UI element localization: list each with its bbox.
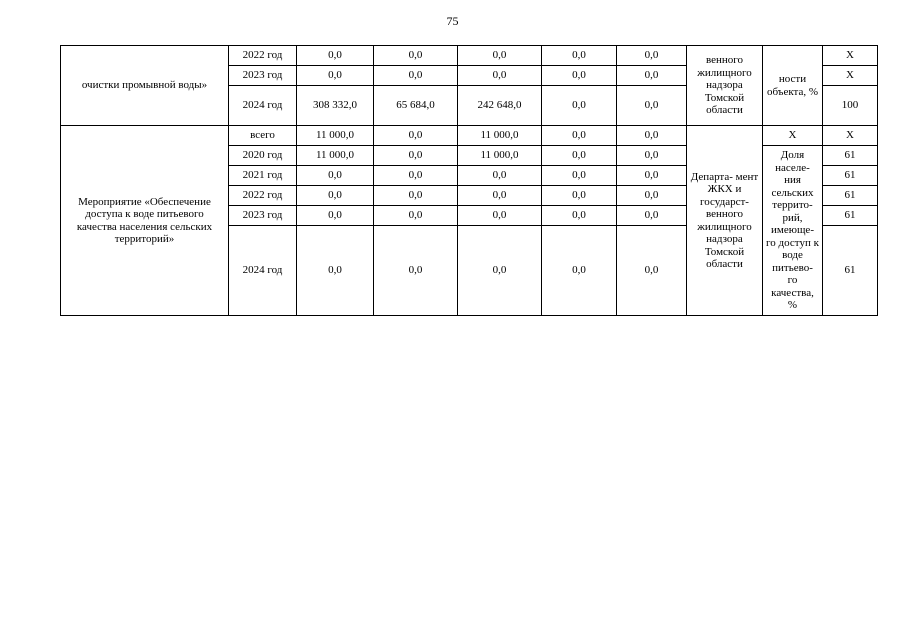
value-cell: 0,0 bbox=[458, 226, 542, 316]
year-cell: 2022 год bbox=[229, 186, 297, 206]
year-cell: 2022 год bbox=[229, 46, 297, 66]
target-value-cell: 61 bbox=[823, 166, 878, 186]
value-cell: 0,0 bbox=[374, 206, 458, 226]
activity-name-cell: очистки промывной воды» bbox=[61, 46, 229, 126]
target-value-cell: 61 bbox=[823, 226, 878, 316]
value-cell: 0,0 bbox=[374, 226, 458, 316]
target-value-cell: 61 bbox=[823, 206, 878, 226]
year-cell: 2024 год bbox=[229, 226, 297, 316]
program-table bbox=[60, 45, 878, 316]
value-cell: 0,0 bbox=[542, 86, 617, 126]
value-cell: 0,0 bbox=[542, 46, 617, 66]
value-cell: 0,0 bbox=[458, 166, 542, 186]
value-cell: 0,0 bbox=[374, 126, 458, 146]
value-cell: 0,0 bbox=[297, 206, 374, 226]
value-cell: 0,0 bbox=[458, 66, 542, 86]
value-cell: 0,0 bbox=[374, 146, 458, 166]
value-cell: 242 648,0 bbox=[458, 86, 542, 126]
page-number: 75 bbox=[446, 14, 459, 28]
value-cell: 0,0 bbox=[297, 226, 374, 316]
value-cell: 0,0 bbox=[542, 226, 617, 316]
value-cell: 11 000,0 bbox=[458, 126, 542, 146]
value-cell: 0,0 bbox=[458, 186, 542, 206]
value-cell: 0,0 bbox=[542, 186, 617, 206]
indicator-total-cell: Х bbox=[763, 126, 823, 146]
value-cell: 0,0 bbox=[542, 146, 617, 166]
value-cell: 0,0 bbox=[617, 226, 687, 316]
target-value-cell: 61 bbox=[823, 146, 878, 166]
target-value-cell: 61 bbox=[823, 186, 878, 206]
year-cell: 2023 год bbox=[229, 66, 297, 86]
value-cell: 0,0 bbox=[542, 206, 617, 226]
value-cell: 0,0 bbox=[297, 66, 374, 86]
value-cell: 0,0 bbox=[297, 186, 374, 206]
year-cell: 2024 год bbox=[229, 86, 297, 126]
executor-cell: венного жилищного надзора Томской области bbox=[687, 46, 763, 126]
value-cell: 11 000,0 bbox=[297, 126, 374, 146]
value-cell: 0,0 bbox=[617, 46, 687, 66]
value-cell: 0,0 bbox=[458, 206, 542, 226]
value-cell: 65 684,0 bbox=[374, 86, 458, 126]
table-row bbox=[61, 46, 878, 66]
table-row bbox=[61, 126, 878, 146]
value-cell: 0,0 bbox=[374, 186, 458, 206]
value-cell: 0,0 bbox=[458, 46, 542, 66]
value-cell: 308 332,0 bbox=[297, 86, 374, 126]
year-cell: 2023 год bbox=[229, 206, 297, 226]
activity-name-cell: Мероприятие «Обеспечение доступа к воде питьевого качества населения сельских территорий» bbox=[61, 126, 229, 316]
value-cell: 0,0 bbox=[617, 206, 687, 226]
value-cell: 0,0 bbox=[374, 46, 458, 66]
value-cell: 0,0 bbox=[617, 146, 687, 166]
value-cell: 0,0 bbox=[617, 166, 687, 186]
value-cell: 11 000,0 bbox=[458, 146, 542, 166]
value-cell: 0,0 bbox=[542, 166, 617, 186]
value-cell: 0,0 bbox=[617, 186, 687, 206]
target-value-cell: Х bbox=[823, 46, 878, 66]
year-cell: 2020 год bbox=[229, 146, 297, 166]
value-cell: 0,0 bbox=[542, 66, 617, 86]
target-value-cell: Х bbox=[823, 126, 878, 146]
value-cell: 0,0 bbox=[297, 46, 374, 66]
target-value-cell: Х bbox=[823, 66, 878, 86]
value-cell: 0,0 bbox=[297, 166, 374, 186]
value-cell: 0,0 bbox=[617, 126, 687, 146]
target-value-cell: 100 bbox=[823, 86, 878, 126]
year-cell: всего bbox=[229, 126, 297, 146]
value-cell: 0,0 bbox=[374, 66, 458, 86]
value-cell: 0,0 bbox=[542, 126, 617, 146]
value-cell: 0,0 bbox=[617, 66, 687, 86]
value-cell: 11 000,0 bbox=[297, 146, 374, 166]
executor-cell: Департа- мент ЖКХ и государст- венного жилищного надзора Томской области bbox=[687, 126, 763, 316]
indicator-cell: Доля населе- ния сельских террито- рий, имеюще- го доступ к воде питьево- го качества, % bbox=[763, 146, 823, 316]
value-cell: 0,0 bbox=[617, 86, 687, 126]
value-cell: 0,0 bbox=[374, 166, 458, 186]
indicator-cell: ности объекта, % bbox=[763, 46, 823, 126]
year-cell: 2021 год bbox=[229, 166, 297, 186]
